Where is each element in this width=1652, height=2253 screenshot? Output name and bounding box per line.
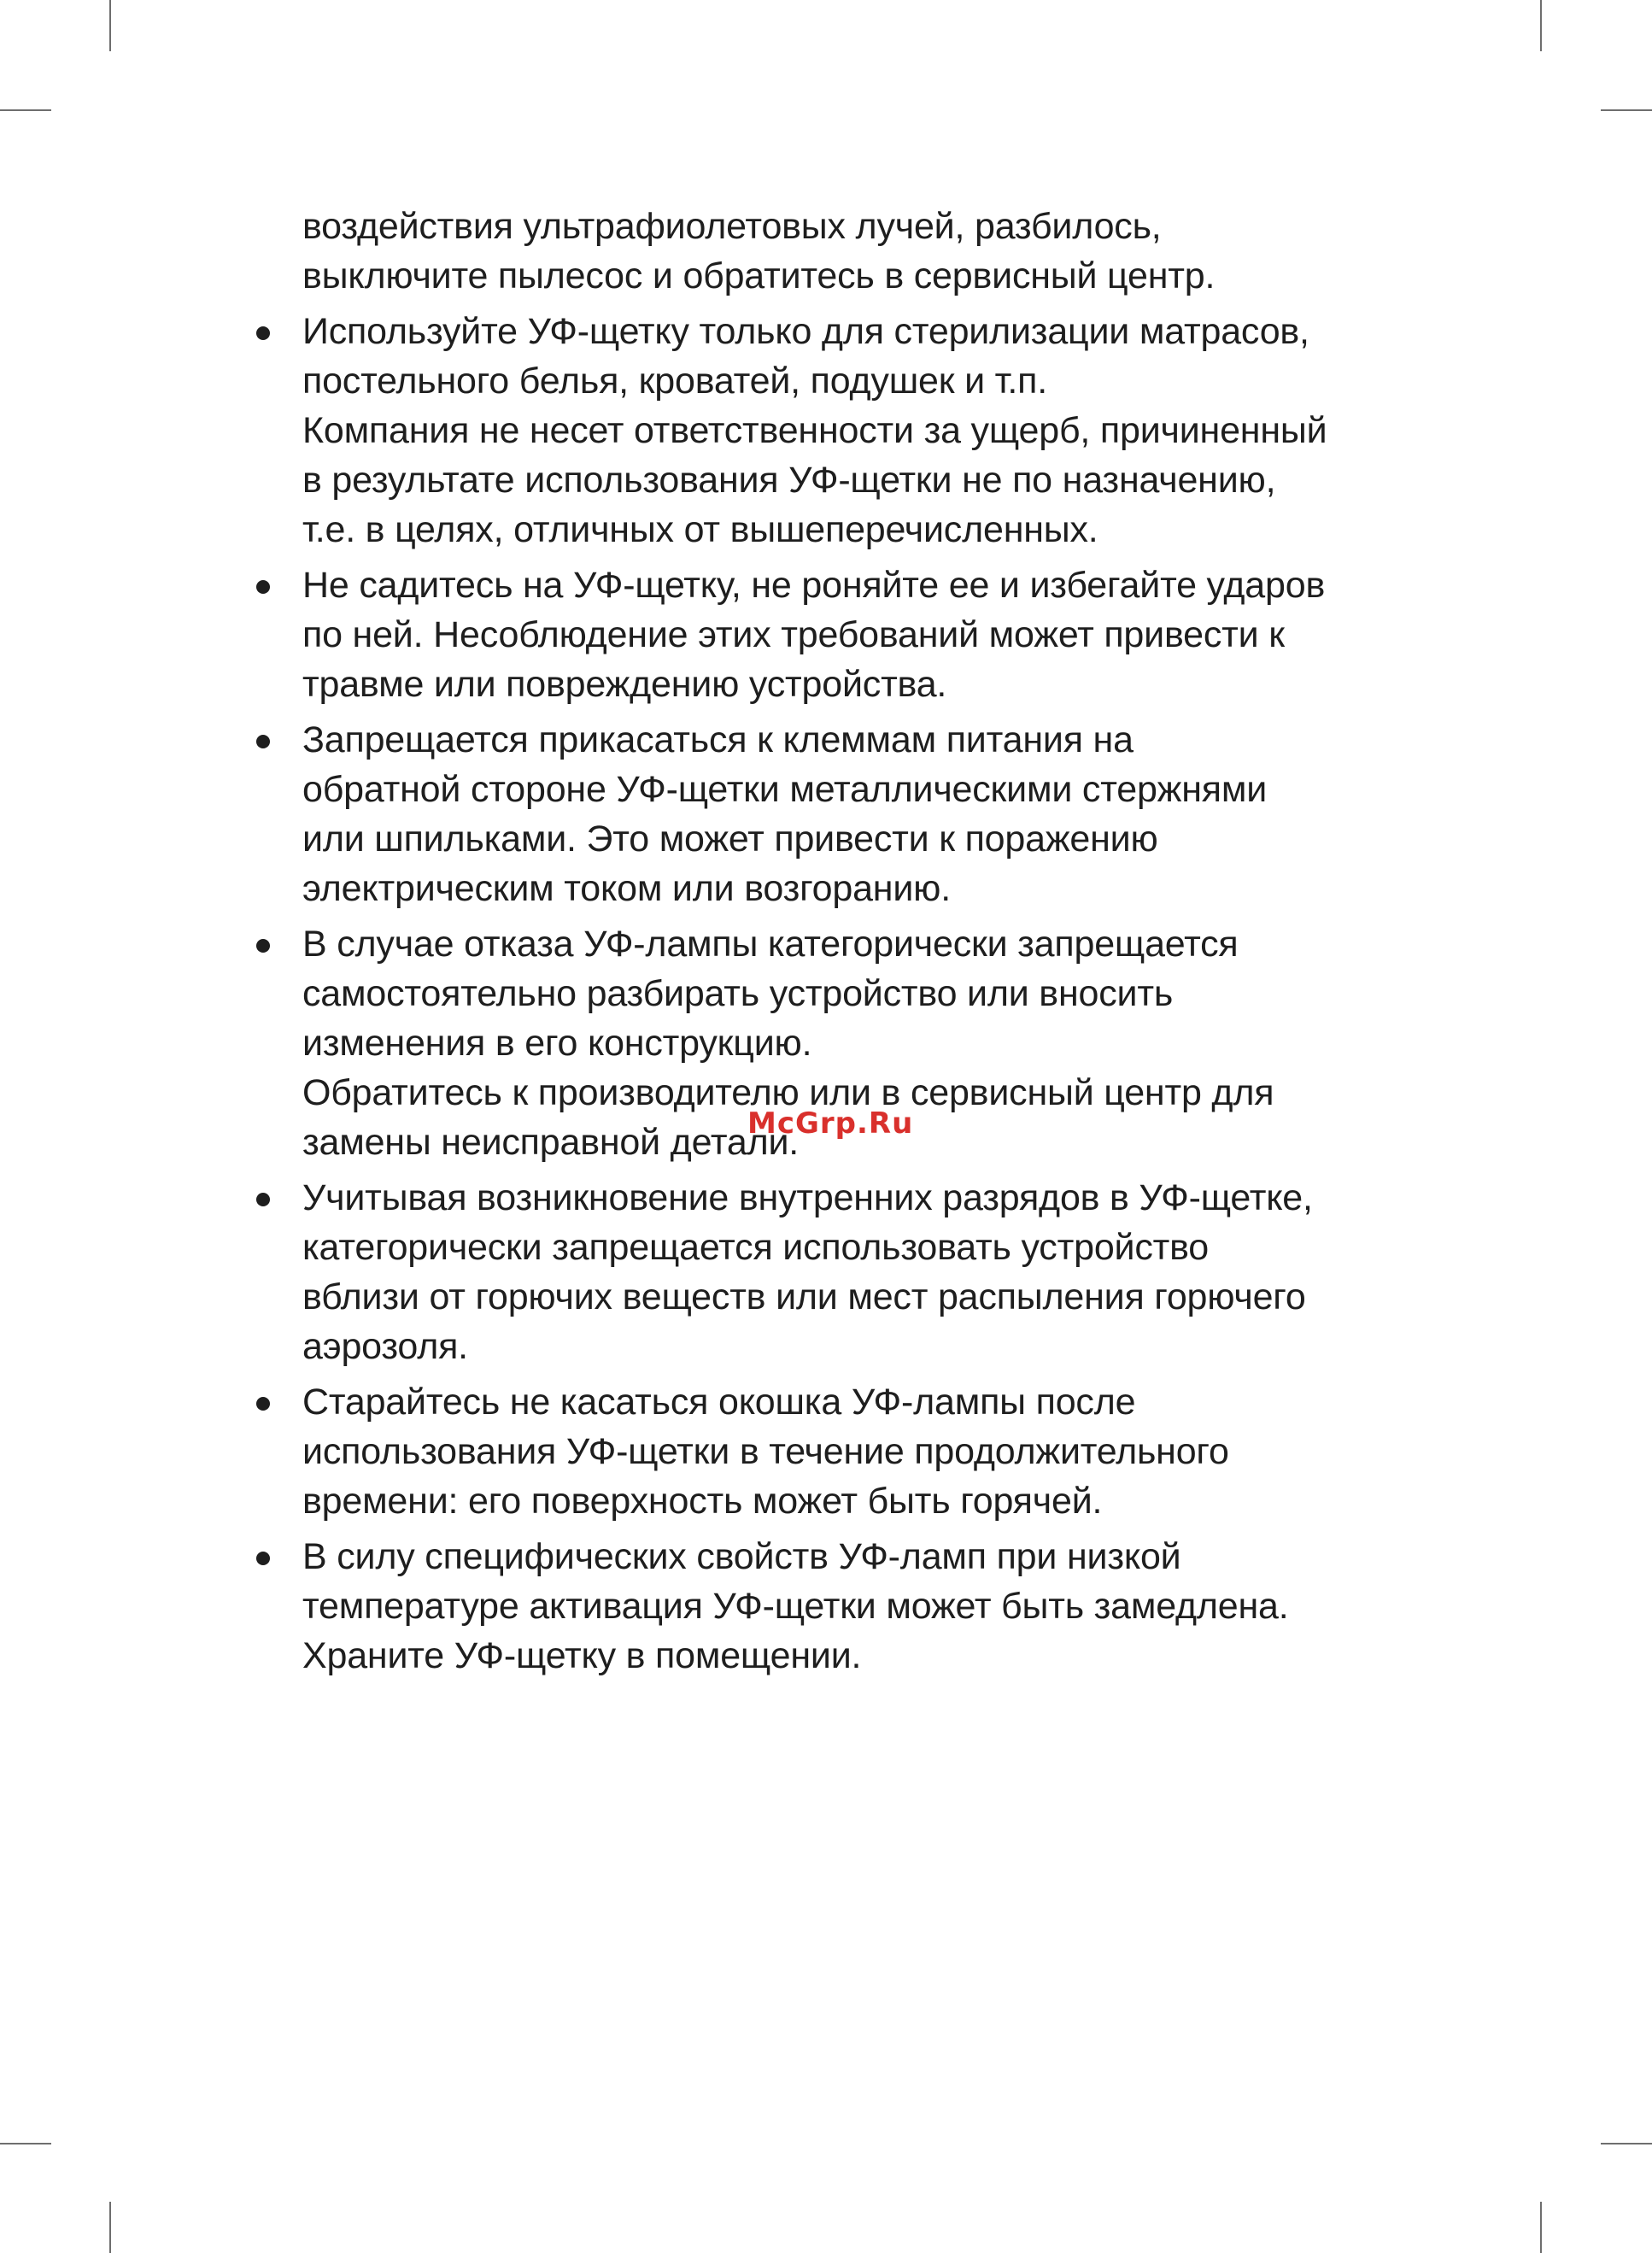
bullet-list-item <box>248 1532 1461 1681</box>
crop-mark-top-right-horizontal <box>1601 109 1652 111</box>
text-line: аэрозоля. <box>302 1326 468 1367</box>
bullet-list-item <box>248 715 1461 913</box>
text-line: категорически запрещается использовать устройство <box>302 1227 1210 1268</box>
text-line: времени: его поверхность может быть горячей. <box>302 1481 1103 1522</box>
text-line: Храните УФ-щетку в помещении. <box>302 1635 862 1676</box>
bullet-icon <box>256 1193 270 1206</box>
text-line: Не садитесь на УФ-щетку, не роняйте ее и избегайте ударов <box>302 565 1326 606</box>
text-line: Обратитесь к производителю или в сервисный центр для <box>302 1072 1274 1113</box>
text-line: Запрещается прикасаться к клеммам питания на <box>302 719 1134 760</box>
text-line: в результате использования УФ-щетки не по назначению, <box>302 460 1276 501</box>
text-line: или шпильками. Это может привести к поражению <box>302 818 1158 860</box>
bullet-icon <box>256 735 270 748</box>
text-line: Учитывая возникновение внутренних разрядов в УФ-щетке, <box>302 1177 1313 1218</box>
bullet-list-item <box>248 1377 1461 1526</box>
text-line: электрическим током или возгоранию. <box>302 868 951 909</box>
crop-mark-bottom-right-vertical <box>1540 2202 1542 2253</box>
text-line: В силу специфических свойств УФ-ламп при низкой <box>302 1536 1181 1577</box>
bullet-list-item <box>248 560 1461 709</box>
bullet-list-item <box>248 307 1461 554</box>
text-line: использования УФ-щетки в течение продолжительного <box>302 1431 1229 1472</box>
text-line: Компания не несет ответственности за ущерб, причиненный <box>302 410 1327 451</box>
text-line: Используйте УФ-щетку только для стерилизации матрасов, <box>302 311 1309 352</box>
continued-paragraph <box>248 202 1461 301</box>
bullet-icon <box>256 1552 270 1565</box>
text-line: т.е. в целях, отличных от вышеперечисленных. <box>302 509 1098 550</box>
text-line: В случае отказа УФ-лампы категорически запрещается <box>302 924 1239 965</box>
text-line: температуре активация УФ-щетки может быть замедлена. <box>302 1586 1289 1627</box>
text-line: изменения в его конструкцию. <box>302 1023 812 1064</box>
watermark: McGrp.Ru <box>747 1106 914 1141</box>
text-line: обратной стороне УФ-щетки металлическими стержнями <box>302 769 1268 810</box>
text-line: замены неисправной детали. <box>302 1122 800 1163</box>
crop-mark-top-left-vertical <box>109 0 111 51</box>
bullet-icon <box>256 580 270 594</box>
text-line: воздействия ультрафиолетовых лучей, разбилось, <box>302 206 1162 247</box>
crop-mark-top-right-vertical <box>1540 0 1542 51</box>
text-line: постельного белья, кроватей, подушек и т.п. <box>302 361 1047 402</box>
document-body <box>248 202 1461 1687</box>
text-line: самостоятельно разбирать устройство или вносить <box>302 973 1174 1014</box>
crop-mark-bottom-left-vertical <box>109 2202 111 2253</box>
crop-mark-top-left-horizontal <box>0 109 51 111</box>
bullet-icon <box>256 1397 270 1411</box>
text-line: травме или повреждению устройства. <box>302 664 947 705</box>
text-line: по ней. Несоблюдение этих требований может привести к <box>302 614 1285 655</box>
text-line: Старайтесь не касаться окошка УФ-лампы после <box>302 1382 1136 1423</box>
text-line: выключите пылесос и обратитесь в сервисный центр. <box>302 255 1216 296</box>
bullet-icon <box>256 939 270 953</box>
crop-mark-bottom-right-horizontal <box>1601 2143 1652 2144</box>
text-line: вблизи от горючих веществ или мест распыления горючего <box>302 1276 1306 1317</box>
crop-mark-bottom-left-horizontal <box>0 2143 51 2144</box>
bullet-icon <box>256 326 270 340</box>
bullet-list-item <box>248 1173 1461 1371</box>
